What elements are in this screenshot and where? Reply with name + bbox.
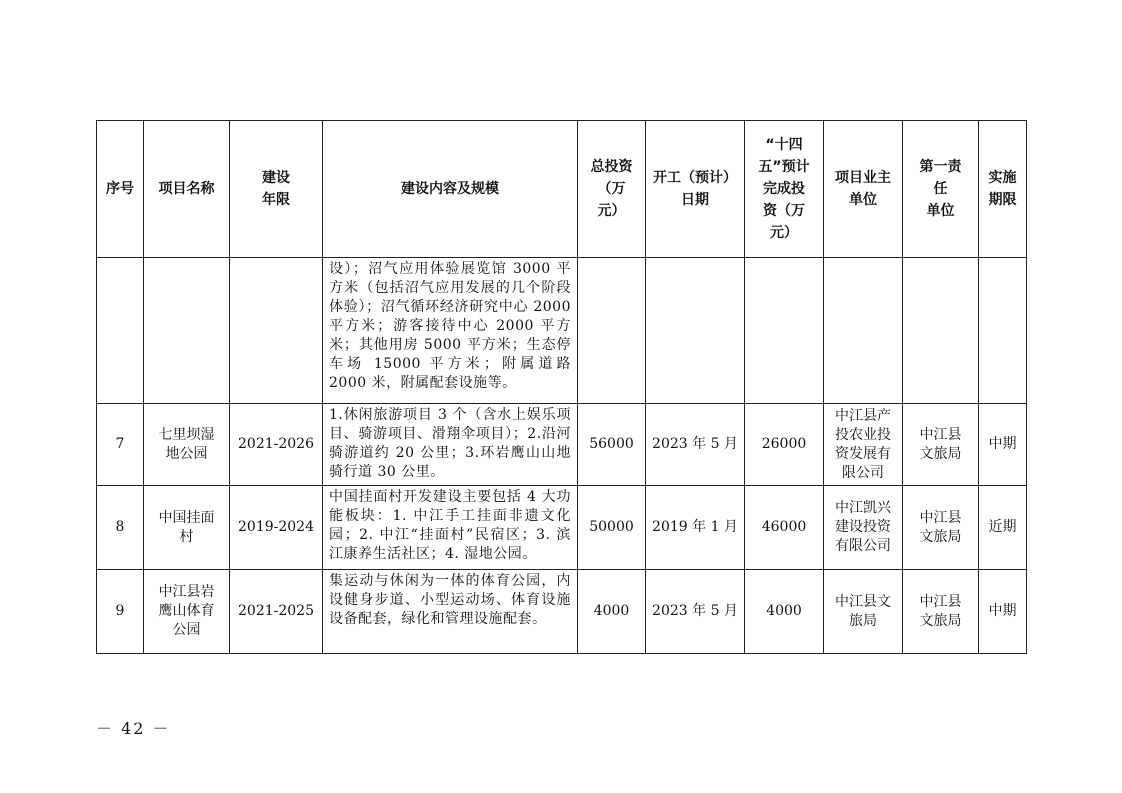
cell-start-date: 2019 年 1 月 <box>646 486 745 570</box>
cell-name: 中江县岩 鹰山体育 公园 <box>144 570 230 654</box>
cell-responsible-unit: 中江县 文旅局 <box>903 570 979 654</box>
header-plan-investment: “十四 五”预计 完成投 资（万 元） <box>745 121 824 258</box>
header-responsible-unit: 第一责 任 单位 <box>903 121 979 258</box>
cell-owner: 中江县产 投农业投 资发展有 限公司 <box>824 404 903 486</box>
cell-name <box>144 258 230 404</box>
cell-term <box>979 258 1027 404</box>
cell-name: 中国挂面 村 <box>144 486 230 570</box>
cell-seq: 7 <box>97 404 144 486</box>
cell-term: 中期 <box>979 570 1027 654</box>
cell-owner: 中江县文 旅局 <box>824 570 903 654</box>
cell-investment: 50000 <box>578 486 646 570</box>
cell-name: 七里坝湿 地公园 <box>144 404 230 486</box>
cell-seq: 9 <box>97 570 144 654</box>
table-row <box>97 258 1027 404</box>
header-content: 建设内容及规模 <box>323 121 578 258</box>
cell-seq: 8 <box>97 486 144 570</box>
cell-term: 中期 <box>979 404 1027 486</box>
cell-plan-investment <box>745 258 824 404</box>
header-seq: 序号 <box>97 121 144 258</box>
cell-content: 设）；沼气应用体验展览馆 3000 平方米（包括沼气应用发展的几个阶段体验）；沼气循环经济研究中心 2000 平方米；游客接待中心 2000 平方米；其他用房 5000 平方米；生态停车场 15000 平方米；附属道路 2000 米，附属配套设施等。 <box>323 258 578 404</box>
table-row <box>97 486 1027 570</box>
cell-start-date <box>646 258 745 404</box>
cell-period: 2019-2024 <box>230 486 323 570</box>
cell-responsible-unit <box>903 258 979 404</box>
cell-content: 1.休闲旅游项目 3 个（含水上娱乐项目、骑游项目、滑翔伞项目）；2.沿河骑游道约 20 公里；3.环岩鹰山山地骑行道 30 公里。 <box>323 404 578 486</box>
header-investment: 总投资 （万 元） <box>578 121 646 258</box>
cell-period: 2021-2025 <box>230 570 323 654</box>
table-row <box>97 570 1027 654</box>
cell-period: 2021-2026 <box>230 404 323 486</box>
cell-period <box>230 258 323 404</box>
cell-content: 中国挂面村开发建设主要包括 4 大功能板块：1. 中江手工挂面非遗文化园；2. 中江“挂面村”民宿区；3. 滨江康养生活社区；4. 湿地公园。 <box>323 486 578 570</box>
table-header-row <box>97 121 1027 258</box>
page-number: － 42 － <box>96 719 171 738</box>
cell-plan-investment: 26000 <box>745 404 824 486</box>
cell-term: 近期 <box>979 486 1027 570</box>
cell-content: 集运动与休闲为一体的体育公园，内设健身步道、小型运动场、体育设施设备配套，绿化和管理设施配套。 <box>323 570 578 654</box>
cell-start-date: 2023 年 5 月 <box>646 404 745 486</box>
header-period: 建设 年限 <box>230 121 323 258</box>
cell-owner: 中江凯兴 建设投资 有限公司 <box>824 486 903 570</box>
header-name: 项目名称 <box>144 121 230 258</box>
cell-plan-investment: 46000 <box>745 486 824 570</box>
cell-investment <box>578 258 646 404</box>
project-table <box>96 120 1027 654</box>
header-owner: 项目业主 单位 <box>824 121 903 258</box>
cell-seq <box>97 258 144 404</box>
cell-responsible-unit: 中江县 文旅局 <box>903 404 979 486</box>
cell-investment: 4000 <box>578 570 646 654</box>
cell-owner <box>824 258 903 404</box>
table-row <box>97 404 1027 486</box>
header-term: 实施 期限 <box>979 121 1027 258</box>
cell-plan-investment: 4000 <box>745 570 824 654</box>
header-start-date: 开工（预计） 日期 <box>646 121 745 258</box>
cell-start-date: 2023 年 5 月 <box>646 570 745 654</box>
cell-investment: 56000 <box>578 404 646 486</box>
cell-responsible-unit: 中江县 文旅局 <box>903 486 979 570</box>
